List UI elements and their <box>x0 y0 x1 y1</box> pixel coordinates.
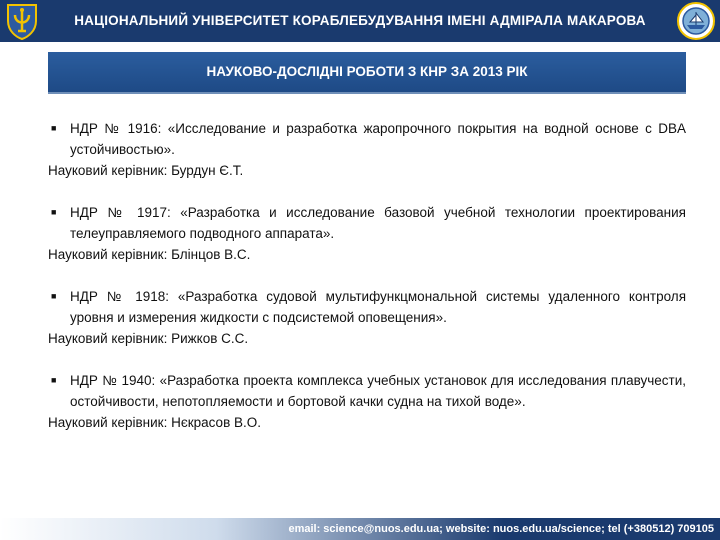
university-name: НАЦІОНАЛЬНИЙ УНІВЕРСИТЕТ КОРАБЛЕБУДУВАННЯ ІМЕНІ АДМІРАЛА МАКАРОВА <box>74 13 646 28</box>
supervisor-label: Науковий керівник: <box>48 247 168 262</box>
supervisor-name: Блінцов В.С. <box>171 247 251 262</box>
supervisor-name: Рижков С.С. <box>171 331 249 346</box>
research-item-text: НДР № 1916: «Исследование и разработка жаропрочного покрытия на водной основе с DBA устойчивостью». <box>70 121 686 157</box>
square-bullet-icon: ■ <box>51 375 57 385</box>
research-item-text: НДР № 1940: «Разработка проекта комплекса учебных установок для исследования плавучести, остойчивости, непотопляемости и бортовой качки судна на тихой воде». <box>70 373 686 409</box>
supervisor-name: Бурдун Є.Т. <box>171 163 244 178</box>
ship-emblem-icon <box>676 1 716 41</box>
university-crest-icon <box>2 1 42 41</box>
supervisor-label: Науковий керівник: <box>48 331 168 346</box>
supervisor-line <box>48 244 686 265</box>
research-item <box>48 118 686 160</box>
supervisor-line <box>48 160 686 181</box>
supervisor-name: Нєкрасов В.О. <box>171 415 261 430</box>
research-item <box>48 286 686 328</box>
research-item-text: НДР № 1918: «Разработка судовой мультифункцмональной системы удаленного контроля уровня и измерения жидкости с подсистемой оповещения». <box>70 289 686 325</box>
square-bullet-icon: ■ <box>51 123 57 133</box>
slide-title: НАУКОВО-ДОСЛІДНІ РОБОТИ З КНР ЗА 2013 РІК <box>206 64 528 79</box>
contact-info: email: science@nuos.edu.ua; website: nuos.edu.ua/science; tel (+380512) 709105 <box>288 523 714 535</box>
supervisor-label: Науковий керівник: <box>48 415 168 430</box>
square-bullet-icon: ■ <box>51 291 57 301</box>
contact-footer <box>0 518 720 540</box>
supervisor-label: Науковий керівник: <box>48 163 168 178</box>
research-list <box>48 118 686 433</box>
supervisor-line <box>48 328 686 349</box>
research-item <box>48 202 686 244</box>
research-item-text: НДР № 1917: «Разработка и исследование базовой учебной технологии проектирования телеуправляемого подводного аппарата». <box>70 205 686 241</box>
header-bar <box>0 0 720 42</box>
square-bullet-icon: ■ <box>51 207 57 217</box>
supervisor-line <box>48 412 686 433</box>
research-item <box>48 370 686 412</box>
slide-title-bar <box>48 52 686 94</box>
